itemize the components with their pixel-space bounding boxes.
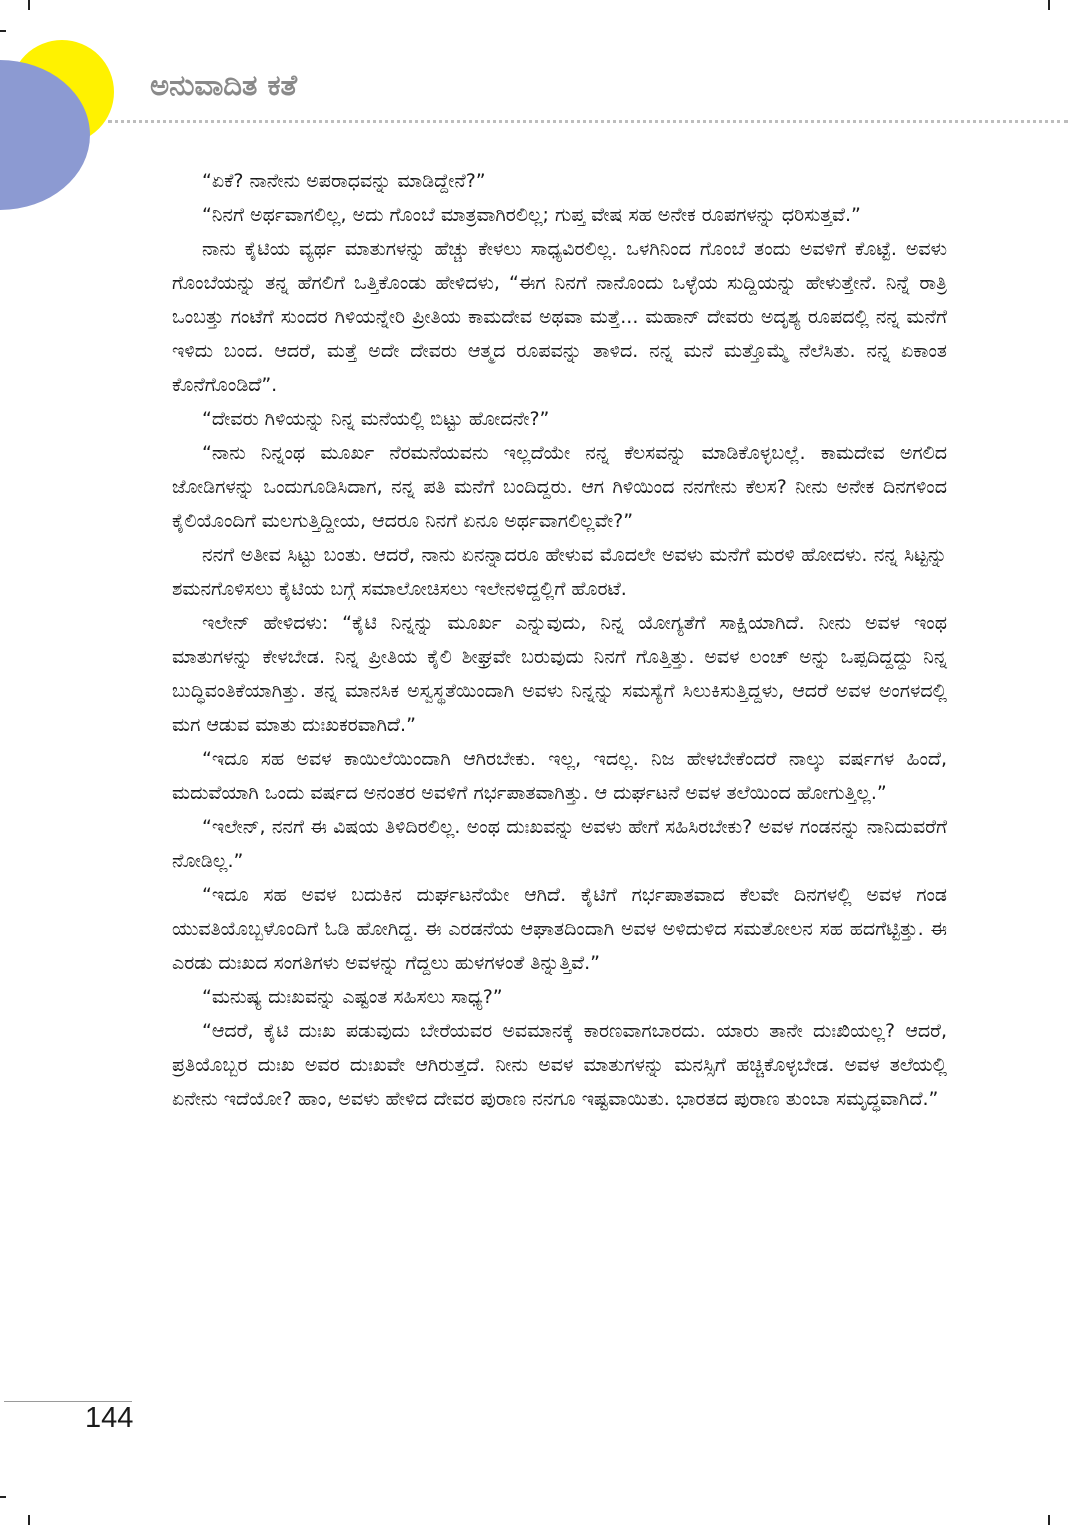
paragraph: “ಇದೂ ಸಹ ಅವಳ ಬದುಕಿನ ದುರ್ಘಟನೆಯೇ ಆಗಿದೆ. ಕೈಟಿಗೆ ಗರ್ಭಪಾತವಾದ ಕೆಲವೇ ದಿನಗಳಲ್ಲಿ ಅವಳ ಗಂಡ ಯುವತಿಯೊಬ್ಬಳೊಂದಿಗೆ ಓಡಿ ಹೋಗಿದ್ದ. ಈ ಎರಡನೆಯ ಆಘಾತದಿಂದಾಗಿ ಅವಳ ಅಳಿದುಳಿದ ಸಮತೋಲನ ಸಹ ಹದಗೆಟ್ಟಿತ್ತು. ಈ ಎರಡು ದುಃಖದ ಸಂಗತಿಗಳು ಅವಳನ್ನು ಗೆದ್ದಲು ಹುಳಗಳಂತೆ ತಿನ್ನುತ್ತಿವೆ.” (172, 884, 947, 974)
page-number: 144 (85, 1402, 134, 1434)
story-body (172, 164, 947, 1116)
paragraph: “ದೇವರು ಗಿಳಿಯನ್ನು ನಿನ್ನ ಮನೆಯಲ್ಲಿ ಬಿಟ್ಟು ಹೋದನೇ?” (202, 408, 550, 430)
paragraph: “ಇದೂ ಸಹ ಅವಳ ಕಾಯಿಲೆಯಿಂದಾಗಿ ಆಗಿರಬೇಕು. ಇಲ್ಲ, ಇದಲ್ಲ. ನಿಜ ಹೇಳಬೇಕೆಂದರೆ ನಾಲ್ಕು ವರ್ಷಗಳ ಹಿಂದೆ, ಮದುವೆಯಾಗಿ ಒಂದು ವರ್ಷದ ಅನಂತರ ಅವಳಿಗೆ ಗರ್ಭಪಾತವಾಗಿತ್ತು. ಆ ದುರ್ಘಟನೆ ಅವಳ ತಲೆಯಿಂದ ಹೋಗುತ್ತಿಲ್ಲ.” (172, 748, 947, 804)
crop-mark-bottom-right (1048, 1515, 1050, 1525)
crop-mark-top-right (1048, 0, 1050, 10)
paragraph: “ಮನುಷ್ಯ ದುಃಖವನ್ನು ಎಷ್ಟಂತ ಸಹಿಸಲು ಸಾಧ್ಯ?” (202, 986, 503, 1008)
paragraph: “ಆದರೆ, ಕೈಟಿ ದುಃಖ ಪಡುವುದು ಬೇರೆಯವರ ಅವಮಾನಕ್ಕೆ ಕಾರಣವಾಗಬಾರದು. ಯಾರು ತಾನೇ ದುಃಖಿಯಲ್ಲ? ಆದರೆ, ಪ್ರತಿಯೊಬ್ಬರ ದುಃಖ ಅವರ ದುಃಖವೇ ಆಗಿರುತ್ತದೆ. ನೀನು ಅವಳ ಮಾತುಗಳನ್ನು ಮನಸ್ಸಿಗೆ ಹಚ್ಚಿಕೊಳ್ಳಬೇಡ. ಅವಳ ತಲೆಯಲ್ಲಿ ಏನೇನು ಇದೆಯೋ? ಹಾಂ, ಅವಳು ಹೇಳಿದ ದೇವರ ಪುರಾಣ ನನಗೂ ಇಷ್ಟವಾಯಿತು. ಭಾರತದ ಪುರಾಣ ತುಂಬಾ ಸಮೃದ್ಧವಾಗಿದೆ.” (172, 1020, 947, 1110)
crop-mark-left-bottom (0, 1496, 6, 1498)
paragraph: “ನಾನು ನಿನ್ನಂಥ ಮೂರ್ಖ ನೆರಮನೆಯವನು ಇಲ್ಲದೆಯೇ ನನ್ನ ಕೆಲಸವನ್ನು ಮಾಡಿಕೊಳ್ಳಬಲ್ಲೆ. ಕಾಮದೇವ ಅಗಲಿದ ಜೋಡಿಗಳನ್ನು ಒಂದುಗೂಡಿಸಿದಾಗ, ನನ್ನ ಪತಿ ಮನೆಗೆ ಬಂದಿದ್ದರು. ಆಗ ಗಿಳಿಯಿಂದ ನನಗೇನು ಕೆಲಸ? ನೀನು ಅನೇಕ ದಿನಗಳಿಂದ ಕೈಲಿಯೊಂದಿಗೆ ಮಲಗುತ್ತಿದ್ದೀಯ, ಆದರೂ ನಿನಗೆ ಏನೂ ಅರ್ಥವಾಗಲಿಲ್ಲವೇ?” (172, 442, 947, 532)
paragraph: “ಇಲೇನ್, ನನಗೆ ಈ ವಿಷಯ ತಿಳಿದಿರಲಿಲ್ಲ. ಅಂಥ ದುಃಖವನ್ನು ಅವಳು ಹೇಗೆ ಸಹಿಸಿರಬೇಕು? ಅವಳ ಗಂಡನನ್ನು ನಾನಿದುವರೆಗೆ ನೋಡಿಲ್ಲ.” (172, 816, 947, 872)
paragraph: ನಾನು ಕೈಟಿಯ ವ್ಯರ್ಥ ಮಾತುಗಳನ್ನು ಹೆಚ್ಚು ಕೇಳಲು ಸಾಧ್ಯವಿರಲಿಲ್ಲ. ಒಳಗಿನಿಂದ ಗೊಂಬೆ ತಂದು ಅವಳಿಗೆ ಕೊಟ್ಟೆ. ಅವಳು ಗೊಂಬೆಯನ್ನು ತನ್ನ ಹೆಗಲಿಗೆ ಒತ್ತಿಕೊಂಡು ಹೇಳಿದಳು, “ಈಗ ನಿನಗೆ ನಾನೊಂದು ಒಳ್ಳೆಯ ಸುದ್ದಿಯನ್ನು ಹೇಳುತ್ತೇನೆ. ನಿನ್ನೆ ರಾತ್ರಿ ಒಂಬತ್ತು ಗಂಟೆಗೆ ಸುಂದರ ಗಿಳಿಯನ್ನೇರಿ ಪ್ರೀತಿಯ ಕಾಮದೇವ ಅಥವಾ ಮತ್ತೆ... ಮಹಾನ್ ದೇವರು ಅದೃಶ್ಯ ರೂಪದಲ್ಲಿ ನನ್ನ ಮನೆಗೆ ಇಳಿದು ಬಂದ. ಆದರೆ, ಮತ್ತೆ ಅದೇ ದೇವರು ಆತ್ಮದ ರೂಪವನ್ನು ತಾಳಿದ. ನನ್ನ ಮನೆ ಮತ್ತೊಮ್ಮೆ ನೆಲೆಸಿತು. ನನ್ನ ಏಕಾಂತ ಕೊನೆಗೊಂಡಿದೆ”. (172, 238, 947, 396)
crop-mark-bottom-left (28, 1515, 30, 1525)
section-title: ಅನುವಾದಿತ ಕತೆ (150, 68, 298, 102)
paragraph: ಇಲೇನ್ ಹೇಳಿದಳು: “ಕೈಟಿ ನಿನ್ನನ್ನು ಮೂರ್ಖ ಎನ್ನುವುದು, ನಿನ್ನ ಯೋಗ್ಯತೆಗೆ ಸಾಕ್ಷಿಯಾಗಿದೆ. ನೀನು ಅವಳ ಇಂಥ ಮಾತುಗಳನ್ನು ಕೇಳಬೇಡ. ನಿನ್ನ ಪ್ರೀತಿಯ ಕೈಲಿ ಶೀಘ್ರವೇ ಬರುವುದು ನಿನಗೆ ಗೊತ್ತಿತ್ತು. ಅವಳ ಲಂಚ್ ಅನ್ನು ಒಪ್ಪದಿದ್ದದ್ದು ನಿನ್ನ ಬುದ್ಧಿವಂತಿಕೆಯಾಗಿತ್ತು. ತನ್ನ ಮಾನಸಿಕ ಅಸ್ವಸ್ಥತೆಯಿಂದಾಗಿ ಅವಳು ನಿನ್ನನ್ನು ಸಮಸ್ಯೆಗೆ ಸಿಲುಕಿಸುತ್ತಿದ್ದಳು, ಆದರೆ ಅವಳ ಅಂಗಳದಲ್ಲಿ ಮಗ ಆಡುವ ಮಾತು ದುಃಖಕರವಾಗಿದೆ.” (172, 612, 947, 736)
paragraph: “ನಿನಗೆ ಅರ್ಥವಾಗಲಿಲ್ಲ, ಅದು ಗೊಂಬೆ ಮಾತ್ರವಾಗಿರಲಿಲ್ಲ; ಗುಪ್ತ ವೇಷ ಸಹ ಅನೇಕ ರೂಪಗಳನ್ನು ಧರಿಸುತ್ತವೆ.” (202, 204, 861, 226)
paragraph: “ಏಕೆ? ನಾನೇನು ಅಪರಾಧವನ್ನು ಮಾಡಿದ್ದೇನೆ?” (202, 170, 486, 192)
paragraph: ನನಗೆ ಅತೀವ ಸಿಟ್ಟು ಬಂತು. ಆದರೆ, ನಾನು ಏನನ್ನಾದರೂ ಹೇಳುವ ಮೊದಲೇ ಅವಳು ಮನೆಗೆ ಮರಳಿ ಹೋದಳು. ನನ್ನ ಸಿಟ್ಟನ್ನು ಶಮನಗೊಳಿಸಲು ಕೈಟಿಯ ಬಗ್ಗೆ ಸಮಾಲೋಚಿಸಲು ಇಲೇನಳಿದ್ದಲ್ಲಿಗೆ ಹೊರಟೆ. (172, 544, 947, 600)
crop-mark-top-left (28, 0, 30, 10)
header-dotted-rule (108, 120, 1068, 123)
crop-mark-left-top (0, 30, 6, 32)
